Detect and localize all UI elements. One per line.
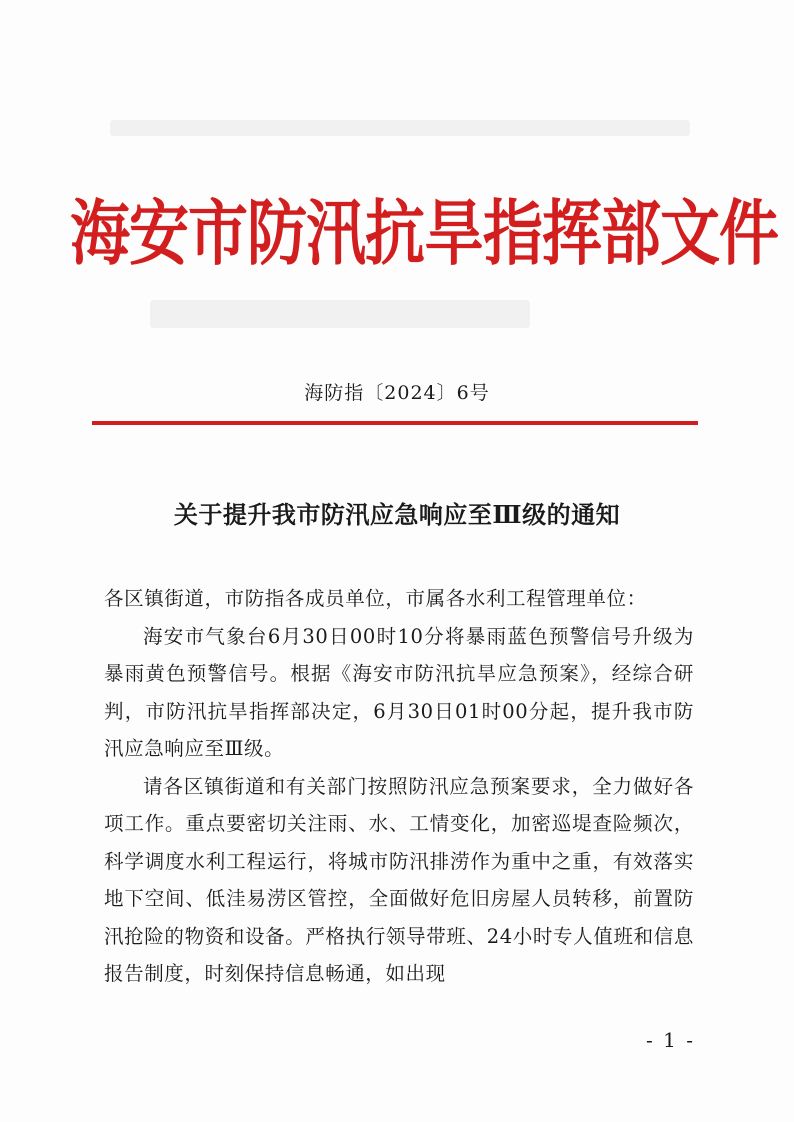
page-number: - 1 - — [646, 1028, 695, 1052]
notice-title: 关于提升我市防汛应急响应至Ⅲ级的通知 — [173, 500, 621, 529]
paragraph: 海安市气象台6月30日00时10分将暴雨蓝色预警信号升级为暴雨黄色预警信号。根据《海安市防汛抗旱应急预案》，经综合研判，市防汛抗旱指挥部决定，6月30日01时00分起，提升我市防汛应急响应至Ⅲ级。 — [104, 624, 694, 760]
bleed-through-band — [110, 120, 690, 136]
red-separator-line — [92, 421, 698, 425]
body-text — [104, 580, 694, 993]
salutation: 各区镇街道，市防指各成员单位，市属各水利工程管理单位： — [104, 587, 647, 610]
bleed-through-band — [150, 300, 530, 328]
document-number: 海防指〔2024〕6号 — [304, 382, 490, 404]
issuer-header-title: 海安市防汛抗旱指挥部文件 — [70, 193, 778, 276]
paragraph: 请各区镇街道和有关部门按照防汛应急预案要求，全力做好各项工作。重点要密切关注雨、水、工情变化，加密巡堤查险频次，科学调度水利工程运行，将城市防汛排涝作为重中之重，有效落实地下空间、低洼易涝区管控，全面做好危旧房屋人员转移，前置防汛抢险的物资和设备。严格执行领导带班、24小时专人值班和信息报告制度，时刻保持信息畅通，如出现 — [104, 774, 694, 985]
